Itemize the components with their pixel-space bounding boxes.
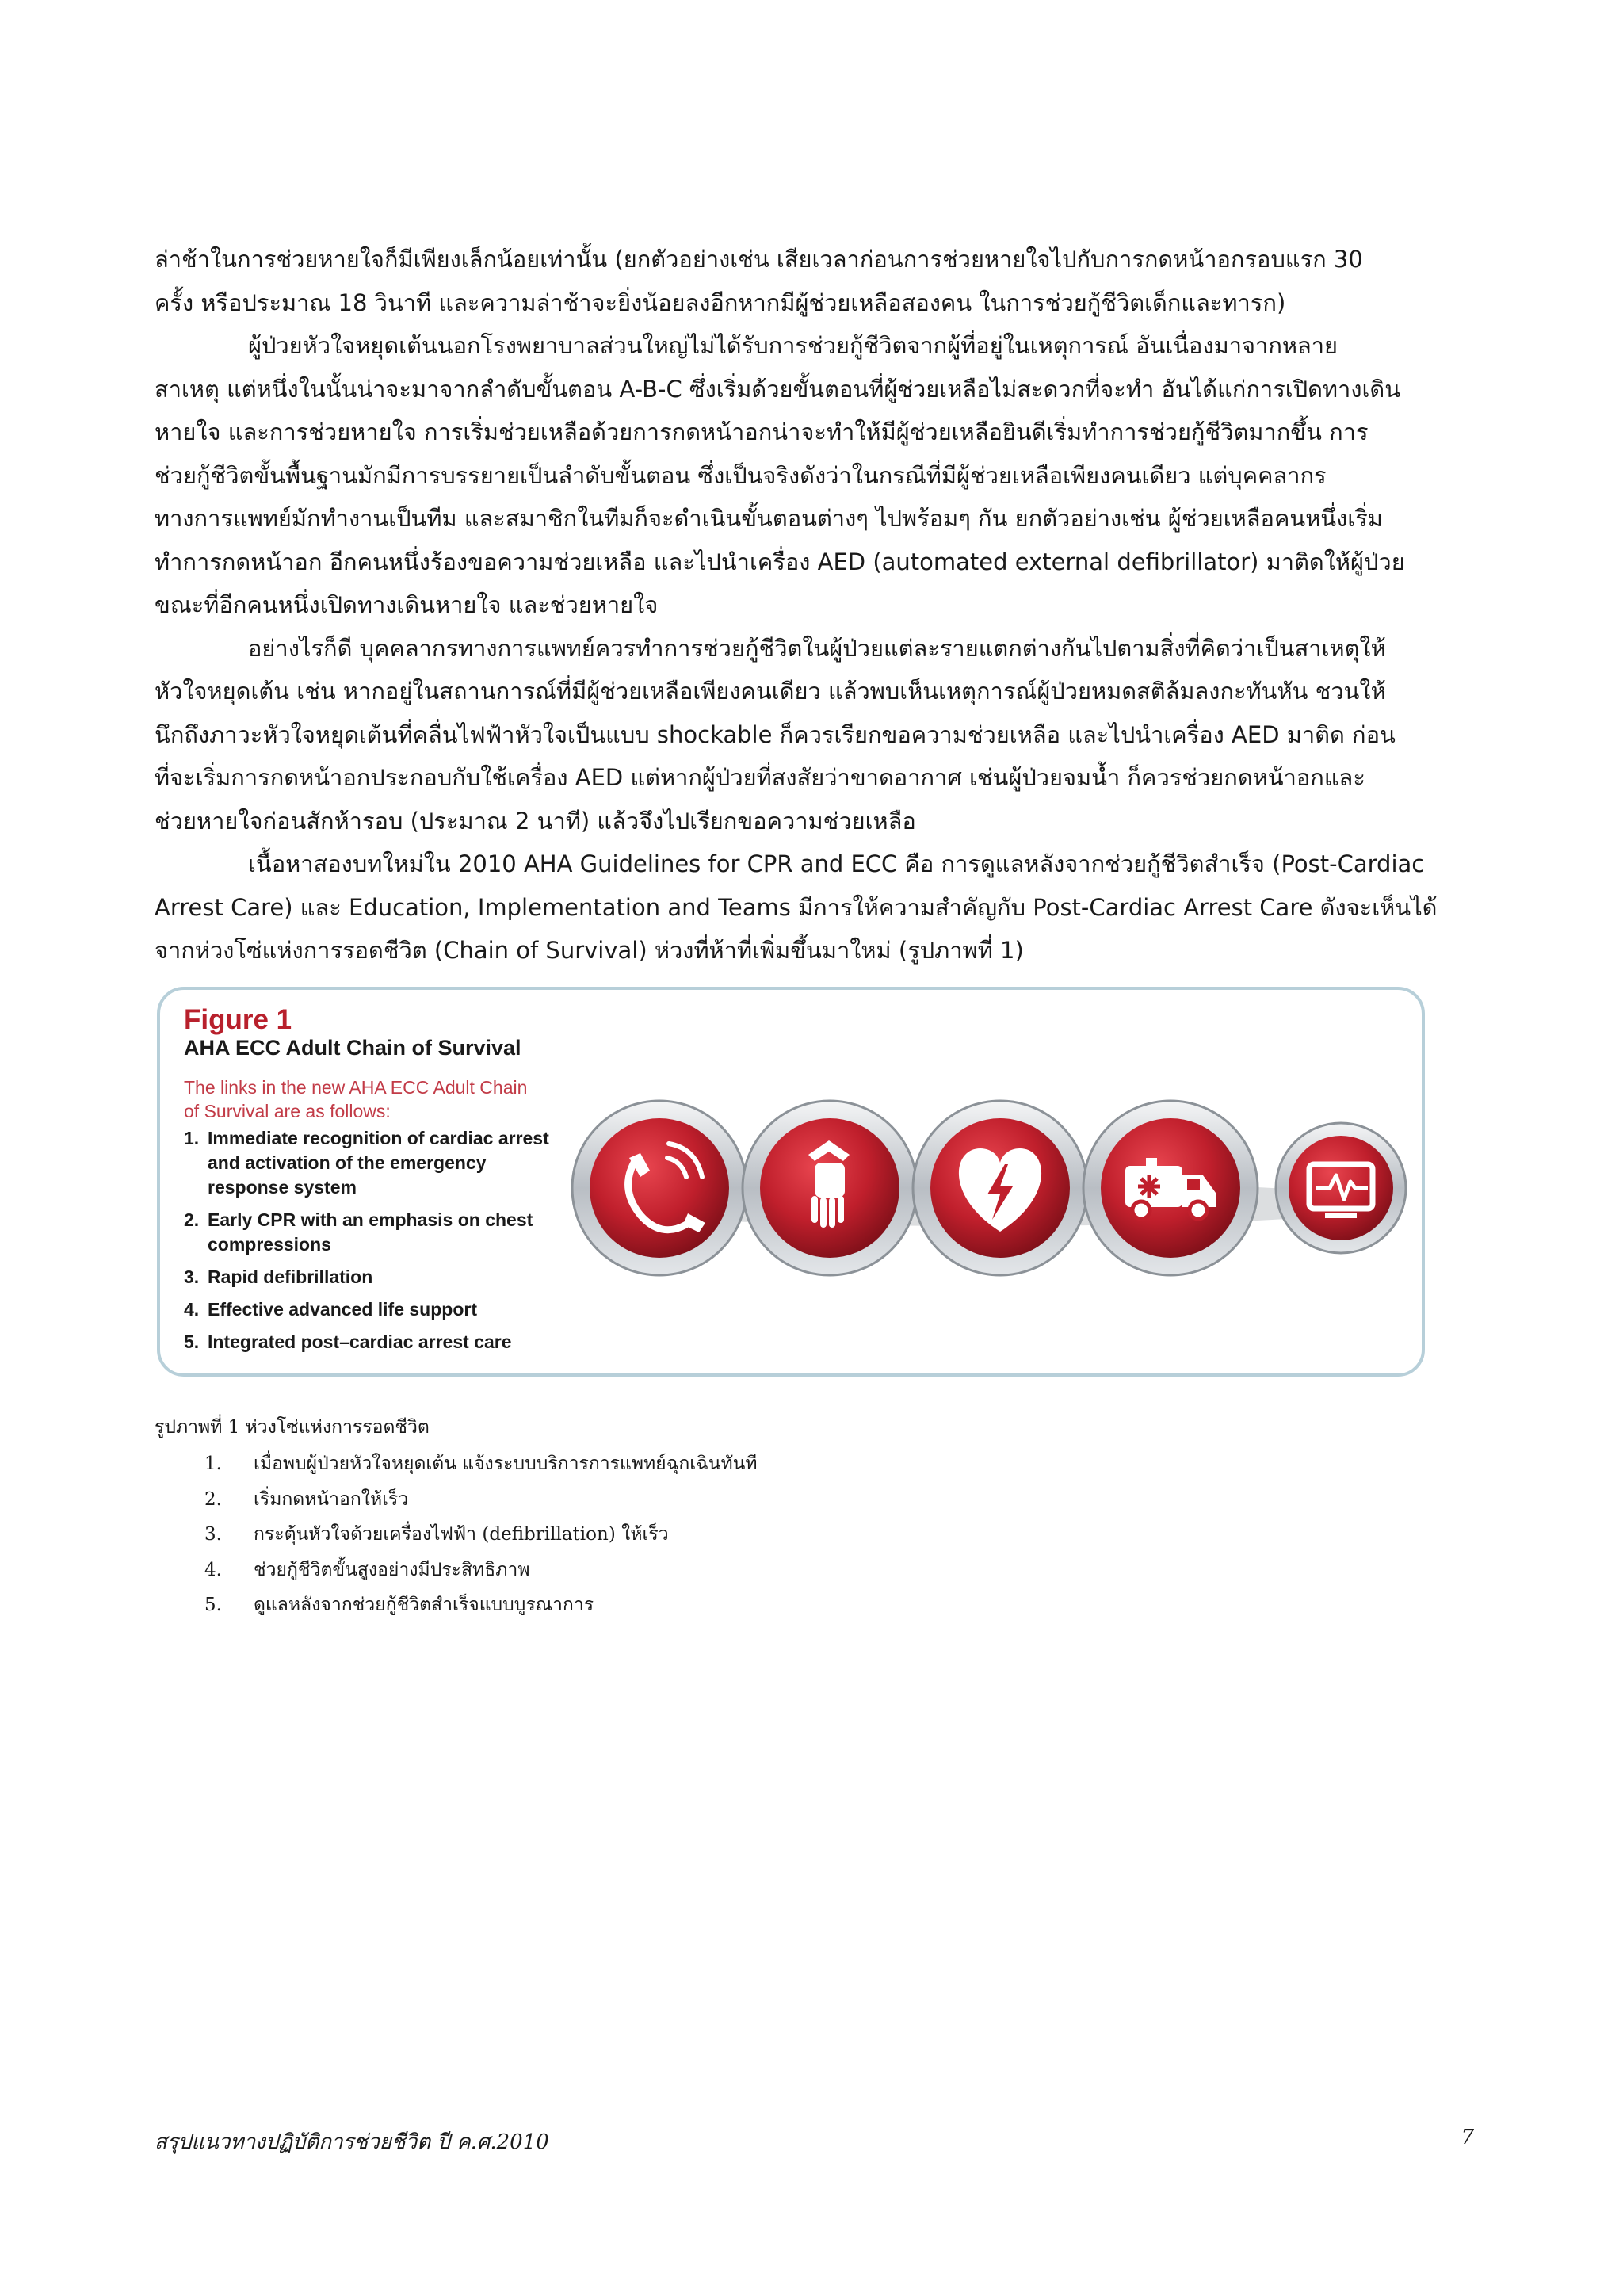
body-text — [155, 238, 1474, 972]
list-item — [204, 1482, 758, 1518]
text-line: ทางการแพทย์มักทำงานเป็นทีม และสมาชิกในทีมก็จะดำเนินขั้นตอนต่างๆ ไปพร้อมๆ กัน ยกตัวอย่างเช่น ผู้ช่วยเหลือคนหนึ่งเริ่ม — [155, 505, 1383, 532]
text-line: ที่จะเริ่มการกดหน้าอกประกอบกับใช้เครื่อง AED แต่หากผู้ป่วยที่สงสัยว่าขาดอากาศ เช่นผู้ป่วยจมน้ำ ก็ควรช่วยกดหน้าอกและ — [155, 764, 1365, 791]
text-line: ขณะที่อีกคนหนึ่งเปิดทางเดินหายใจ และช่วยหายใจ — [155, 591, 659, 618]
item-text: Integrated — [208, 1331, 301, 1352]
list-item — [204, 1587, 758, 1623]
figure-caption: รูปภาพที่ 1 ห่วงโซ่แห่งการรอดชีวิต — [155, 1417, 430, 1438]
list-item — [184, 1208, 564, 1257]
text-line: ช่วยกู้ชีวิตขั้นพื้นฐานมักมีการบรรยายเป็นลำดับขั้นตอน ซึ่งเป็นจริงดังว่าในกรณีที่มีผู้ช่วยเหลือเพียงคนเดียว แต่บุคคลากร — [155, 461, 1327, 489]
figure-chain-of-survival — [157, 987, 1425, 1377]
step-text: ดูแลหลังจากช่วยกู้ชีวิตสำเร็จแบบบูรณาการ — [254, 1595, 594, 1615]
text-line: จากห่วงโซ่แห่งการรอดชีวิต (Chain of Survival) ห่วงที่ห้าที่เพิ่มขึ้นมาใหม่ (รูปภาพที่ 1) — [155, 937, 1024, 964]
figure-list — [184, 1126, 564, 1362]
chain-link-defibrillation — [913, 1101, 1087, 1275]
figure-intro: The links in the new AHA ECC Adult Chain of Survival are as follows: — [184, 1077, 528, 1121]
list-item — [204, 1553, 758, 1588]
item-text: Rapid — [208, 1266, 264, 1287]
item-highlight: defibrillation — [263, 1266, 373, 1287]
item-text: with an emphasis on chest compressions — [208, 1209, 533, 1255]
text-line: ล่าช้าในการช่วยหายใจก็มีเพียงเล็กน้อยเท่านั้น (ยกตัวอย่างเช่น เสียเวลาก่อนการช่วยหายใจไปกับการกดหน้าอกรอบแรก 30 — [155, 246, 1363, 273]
text-line: อย่างไรก็ดี บุคคลากรทางการแพทย์ควรทำการช่วยกู้ชีวิตในผู้ป่วยแต่ละรายแตกต่างกันไปตามสิ่งที่คิดว่าเป็นสาเหตุให้ — [248, 634, 1386, 662]
text-line: ครั้ง หรือประมาณ 18 วินาที และความล่าช้าจะยิ่งน้อยลงอีกหากมีผู้ช่วยเหลือสองคน ในการช่วยกู้ชีวิตเด็กและทารก) — [155, 288, 1286, 316]
list-number: 4. — [184, 1299, 200, 1320]
list-item — [184, 1265, 564, 1289]
list-number: 3. — [184, 1266, 200, 1287]
item-highlight: activation — [245, 1152, 330, 1173]
item-text: Immediate — [208, 1128, 304, 1148]
text-line: สาเหตุ แต่หนึ่งในนั้นน่าจะมาจากลำดับขั้นตอน A-B-C ซึ่งเริ่มด้วยขั้นตอนที่ผู้ช่วยเหลือไม่สะดวกที่จะทำ อันได้แก่การเปิดทางเดิน — [155, 375, 1401, 403]
chain-of-survival-graphic — [556, 1069, 1412, 1331]
item-highlight: CPR — [257, 1209, 296, 1230]
figure-title: Figure 1 — [184, 1004, 292, 1035]
list-number: 1. — [204, 1454, 222, 1474]
chain-steps-list — [204, 1446, 758, 1623]
text-line: นึกถึงภาวะหัวใจหยุดเต้นที่คลื่นไฟฟ้าหัวใจเป็นแบบ shockable ก็ควรเรียกขอความช่วยเหลือ และไปนำเครื่อง AED มาติด ก่อน — [155, 720, 1396, 748]
item-text: Effective — [208, 1299, 289, 1320]
list-number: 2. — [204, 1488, 222, 1510]
figure-subtitle: AHA ECC Adult Chain of Survival — [184, 1036, 521, 1060]
list-item — [184, 1330, 564, 1354]
item-text: Early — [208, 1209, 258, 1230]
text-line: หัวใจหยุดเต้น เช่น หากอยู่ในสถานการณ์ที่มีผู้ช่วยเหลือเพียงคนเดียว แล้วพบเห็นเหตุการณ์ผู้ป่วยหมดสติล้มลงกะทันหัน ชวนให้ — [155, 678, 1386, 705]
chain-link-cpr — [743, 1101, 917, 1275]
step-text: กระตุ้นหัวใจด้วยเครื่องไฟฟ้า (defibrillation) ให้เร็ว — [254, 1524, 669, 1545]
item-text: of cardiac arrest and — [208, 1128, 549, 1173]
chain-svg — [556, 1069, 1412, 1331]
paragraph-1 — [155, 238, 1474, 324]
list-number: 4. — [204, 1559, 222, 1580]
list-number: 5. — [204, 1595, 222, 1615]
chain-link-advanced-life-support — [1083, 1101, 1258, 1275]
list-item — [204, 1517, 758, 1553]
text-line: เนื้อหาสองบทใหม่ใน 2010 AHA Guidelines for CPR and ECC คือ การดูแลหลังจากช่วยกู้ชีวิตสำเร็จ (Post-Cardiac — [248, 850, 1425, 877]
text-line: ผู้ป่วยหัวใจหยุดเต้นนอกโรงพยาบาลส่วนใหญ่ไม่ได้รับการช่วยกู้ชีวิตจากผู้ที่อยู่ในเหตุการณ์ อันเนื่องมาจากหลาย — [248, 332, 1338, 359]
paragraph-2 — [155, 324, 1474, 627]
item-highlight: advanced life support — [288, 1299, 477, 1320]
list-number: 2. — [184, 1209, 200, 1230]
list-number: 1. — [184, 1128, 200, 1148]
list-item — [184, 1126, 564, 1200]
paragraph-4 — [155, 842, 1474, 972]
step-text: เริ่มกดหน้าอกให้เร็ว — [254, 1488, 409, 1510]
step-text: ช่วยกู้ชีวิตขั้นสูงอย่างมีประสิทธิภาพ — [254, 1559, 530, 1580]
list-number: 5. — [184, 1331, 200, 1352]
item-highlight: post–cardiac arrest care — [300, 1331, 512, 1352]
text-line: หายใจ และการช่วยหายใจ การเริ่มช่วยเหลือด้วยการกดหน้าอกน่าจะทำให้มีผู้ช่วยเหลือยินดีเริ่มทำการช่วยกู้ชีวิตมากขึ้น การ — [155, 418, 1369, 445]
footer-title: สรุปแนวทางปฏิบัติการช่วยชีวิต ปี ค.ศ.2010 — [155, 2130, 549, 2154]
chain-link-post-arrest-care — [1276, 1123, 1406, 1253]
text-line: ทำการกดหน้าอก อีกคนหนึ่งร้องขอความช่วยเหลือ และไปนำเครื่อง AED (automated external defibrillator) มาติดให้ผู้ป่วย — [155, 548, 1405, 575]
item-text: of the emergency response system — [208, 1152, 487, 1198]
page-number: 7 — [1461, 2126, 1474, 2149]
text-line: ช่วยหายใจก่อนสักห้ารอบ (ประมาณ 2 นาที) แล้วจึงไปเรียกขอความช่วยเหลือ — [155, 807, 916, 835]
chain-link-phone — [572, 1101, 747, 1275]
step-text: เมื่อพบผู้ป่วยหัวใจหยุดเต้น แจ้งระบบบริการการแพทย์ฉุกเฉินทันที — [254, 1454, 758, 1474]
paragraph-3 — [155, 627, 1474, 843]
list-item — [204, 1446, 758, 1482]
list-number: 3. — [204, 1524, 222, 1545]
text-line: Arrest Care) และ Education, Implementation and Teams มีการให้ความสำคัญกับ Post-Cardiac Arrest Care ดังจะเห็นได้ — [155, 893, 1438, 921]
list-item — [184, 1297, 564, 1322]
item-highlight: recognition — [303, 1128, 403, 1148]
